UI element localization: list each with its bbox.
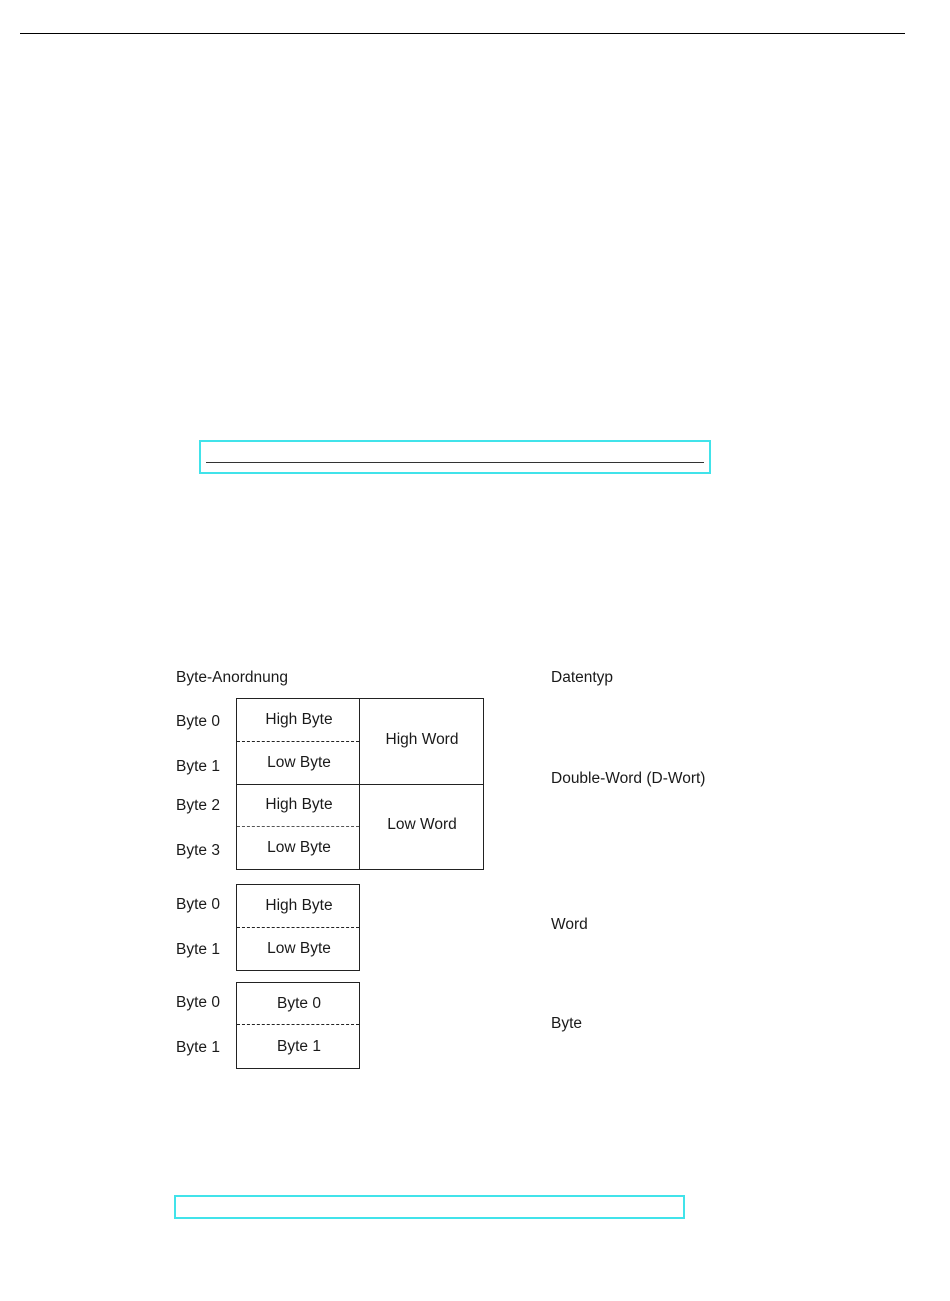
b-cell-byte-1: Byte 1	[277, 1038, 321, 1055]
w-byte-label-0: Byte 0	[176, 896, 220, 913]
w-cell-high-byte: High Byte	[265, 897, 333, 914]
highlight-box-rule	[206, 462, 704, 463]
b-byte-label-1: Byte 1	[176, 1039, 220, 1056]
dw-cell-low-byte-3: Low Byte	[267, 839, 331, 856]
w-type-label: Word	[551, 916, 588, 933]
dw-byte-label-1: Byte 1	[176, 758, 220, 775]
data-type-header: Datentyp	[551, 669, 614, 686]
header-rule	[20, 33, 905, 34]
b-cell-byte-0: Byte 0	[277, 995, 321, 1012]
b-byte-label-0: Byte 0	[176, 994, 220, 1011]
highlight-box-bottom	[174, 1195, 685, 1219]
dw-cell-high-byte-0: High Byte	[265, 711, 333, 728]
dw-cell-high-byte-2: High Byte	[265, 796, 333, 813]
dw-divider-0	[237, 741, 359, 742]
byte-order-header: Byte-Anordnung	[176, 669, 289, 686]
dw-cell-low-byte-1: Low Byte	[267, 754, 331, 771]
dw-low-word-label: Low Word	[387, 816, 457, 833]
w-byte-label-1: Byte 1	[176, 941, 220, 958]
dw-high-word-label: High Word	[385, 731, 459, 748]
dw-divider-1	[237, 826, 359, 827]
b-type-label: Byte	[551, 1015, 583, 1032]
dw-byte-label-3: Byte 3	[176, 842, 220, 859]
w-divider	[237, 927, 359, 928]
b-divider	[237, 1024, 359, 1025]
highlight-box-top	[199, 440, 711, 474]
dw-byte-label-0: Byte 0	[176, 713, 220, 730]
dw-type-label: Double-Word (D-Wort)	[551, 770, 706, 787]
dw-byte-label-2: Byte 2	[176, 797, 220, 814]
w-cell-low-byte: Low Byte	[267, 940, 331, 957]
